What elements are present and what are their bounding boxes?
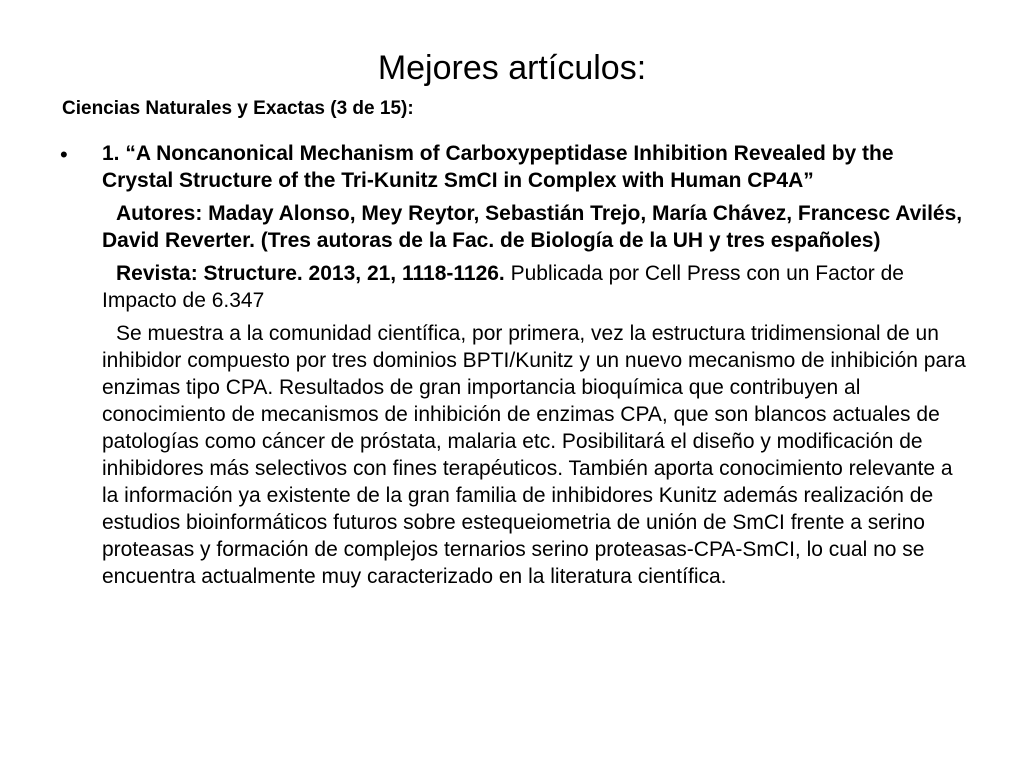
slide-title: Mejores artículos: <box>377 49 647 87</box>
article-summary: Se muestra a la comunidad científica, por primera, vez la estructura tridimensional de un inhibidor compuesto por tres dominios BPTI/Kunitz y un nuevo mecanismo de inhibición para enzimas tipo CPA. Resultados de gran importancia bioquímica que contribuyen al conocimiento de mecanismos de inhibición de enzimas CPA, que son blancos actuales de patologías como cáncer de próstata, malaria etc. Posibilitará el diseño y modificación de inhibidores más selectivos con fines terapéuticos. También aporta conocimiento relevante a la información ya existente de la gran familia de inhibidores Kunitz además realización de estudios bioinformáticos futuros sobre estequeiometria de unión de SmCI frente a serino proteasas y formación de complejos ternarios serino proteasas-CPA-SmCI, lo cual no se encuentra actualmente muy caracterizado en la literatura científica. <box>102 322 966 588</box>
slide-subtitle: Ciencias Naturales y Exactas (3 de 15): <box>62 98 414 119</box>
slide-content <box>60 140 970 590</box>
bullet-icon: • <box>60 142 68 167</box>
article-journal-impact: Publicada por Cell Press con un Factor de Impacto de 6.347 <box>102 262 904 312</box>
article-authors: Autores: Maday Alonso, Mey Reytor, Sebastián Trejo, María Chávez, Francesc Avilés, David Reverter. (Tres autoras de la Fac. de Biología de la UH y tres españoles) <box>102 202 963 252</box>
article-journal <box>102 260 970 314</box>
article-journal-citation: Revista: Structure. 2013, 21, 1118-1126. <box>116 262 505 285</box>
article-bullet <box>60 140 970 590</box>
article-heading: 1. “A Noncanonical Mechanism of Carboxypeptidase Inhibition Revealed by the Crystal Structure of the Tri-Kunitz SmCI in Complex with Human CP4A” <box>102 142 894 192</box>
